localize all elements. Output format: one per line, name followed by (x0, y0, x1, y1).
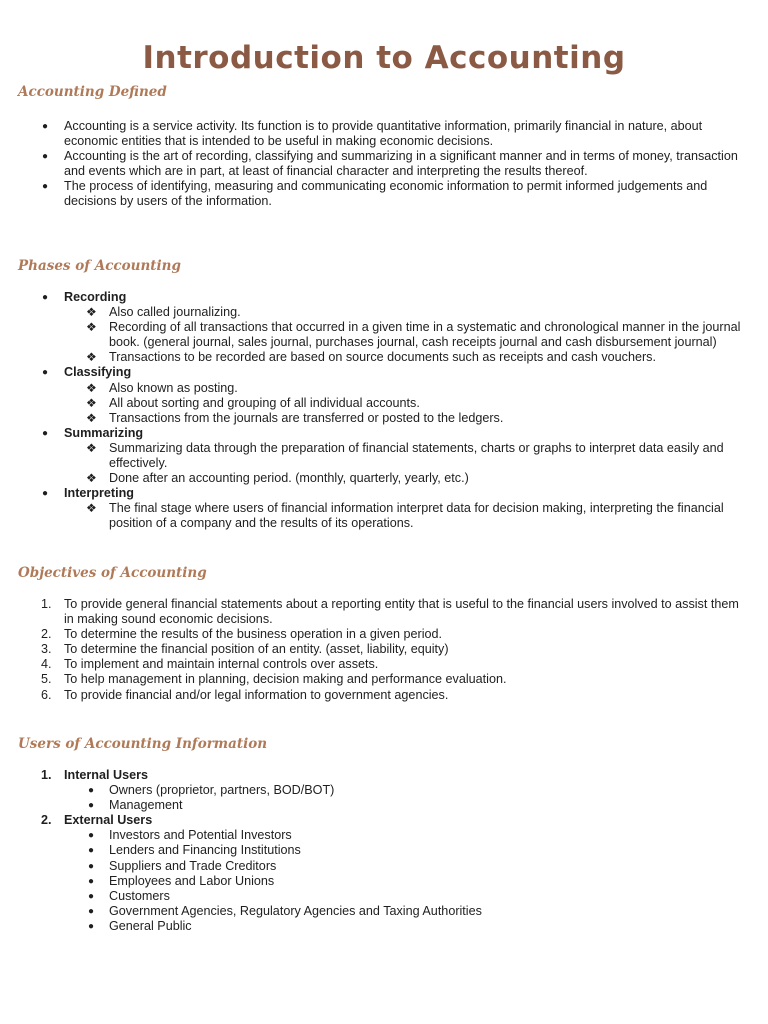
list-item: ❖ Transactions to be recorded are based on source documents such as receipts and cash vouchers. (86, 350, 656, 365)
list-item: ❖ Recording of all transactions that occurred in a given time in a systematic and chronological manner in the journal book. (general journal, sales journal, purchases journal, cash receipts journal and cash disbursement journal) (86, 320, 741, 350)
diamond-bullet-icon: ❖ (86, 380, 97, 395)
list-item: ● Accounting is the art of recording, classifying and summarizing in a significant manner and in terms of money, transaction and events which are in part, at least of financial character and interpreting the results thereof. (42, 149, 738, 179)
bullet-icon: ● (88, 920, 95, 932)
diamond-bullet-icon: ❖ (86, 440, 97, 455)
section-heading-phases-of-accounting: Phases of Accounting (18, 258, 181, 274)
bullet-icon: ● (42, 367, 49, 379)
list-item: 1. To provide general financial statements about a reporting entity that is useful to the financial users involved to assist them in making sound economic decisions. (41, 597, 739, 627)
list-item: 3. To determine the financial position of an entity. (asset, liability, equity) (41, 642, 449, 657)
list-item: 4. To implement and maintain internal controls over assets. (41, 657, 379, 672)
bullet-icon: ● (42, 292, 49, 303)
users-list (0, 768, 768, 934)
list-item: ● Investors and Potential Investors (88, 828, 292, 843)
diamond-bullet-icon: ❖ (86, 395, 97, 410)
bullet-icon: ● (88, 905, 95, 917)
list-item: ❖ The final stage where users of financial information interpret data for decision making, interpreting the financial position of a company and the results of its operations. (86, 501, 724, 531)
phase-interpreting: ● Interpreting (42, 486, 134, 501)
list-item: ● The process of identifying, measuring and communicating economic information to permit informed judgements and decisions by users of the information. (42, 179, 708, 209)
list-item: ❖ Transactions from the journals are transferred or posted to the ledgers. (86, 410, 504, 425)
list-item: ❖ Also called journalizing. (86, 305, 241, 320)
objectives-list (0, 597, 768, 703)
diamond-bullet-icon: ❖ (86, 410, 97, 425)
bullet-icon: ● (88, 860, 95, 872)
list-item: ● Government Agencies, Regulatory Agencies and Taxing Authorities (88, 903, 482, 918)
list-item: ● Customers (88, 888, 170, 903)
diamond-bullet-icon: ❖ (86, 471, 97, 486)
bullet-icon: ● (42, 121, 49, 132)
list-item: ● Employees and Labor Unions (88, 873, 275, 888)
bullet-icon: ● (88, 890, 95, 902)
bullet-icon: ● (88, 830, 95, 842)
bullet-icon: ● (42, 181, 49, 193)
diamond-bullet-icon: ❖ (86, 305, 97, 320)
section-heading-users-of-accounting-information: Users of Accounting Information (18, 736, 268, 752)
user-group-internal: 1. Internal Users (41, 768, 148, 782)
list-item: ● Suppliers and Trade Creditors (88, 858, 277, 873)
bullet-icon: ● (42, 151, 49, 163)
bullet-icon: ● (88, 800, 95, 812)
user-group-external: 2. External Users (41, 813, 153, 828)
diamond-bullet-icon: ❖ (86, 501, 97, 516)
list-item: ● Owners (proprietor, partners, BOD/BOT) (88, 783, 335, 798)
bullet-icon: ● (42, 427, 49, 439)
list-item: ● General Public (88, 918, 192, 933)
list-item: ❖ Summarizing data through the preparation of financial statements, charts or graphs to interpret data easily and effectively. (86, 440, 724, 471)
list-item: ● Lenders and Financing Institutions (88, 843, 301, 858)
bullet-icon: ● (88, 845, 95, 857)
list-item: ❖ Done after an accounting period. (monthly, quarterly, yearly, etc.) (86, 471, 469, 486)
bullet-icon: ● (88, 875, 95, 887)
bullet-icon: ● (42, 488, 49, 500)
bullet-icon: ● (88, 785, 95, 797)
diamond-bullet-icon: ❖ (86, 320, 97, 335)
phase-classifying: ● Classifying (42, 365, 132, 380)
list-item: 5. To help management in planning, decision making and performance evaluation. (41, 672, 507, 687)
list-item: ● Management (88, 798, 183, 813)
phase-summarizing: ● Summarizing (42, 425, 144, 440)
list-item: ● Accounting is a service activity. Its function is to provide quantitative information, primarily financial in nature, about economic entities that is intended to be useful in making economic decisions. (42, 119, 703, 149)
list-item: 2. To determine the results of the business operation in a given period. (41, 627, 443, 642)
list-item: 6. To provide financial and/or legal information to government agencies. (41, 687, 449, 702)
list-item: ❖ Also known as posting. (86, 380, 238, 395)
page-title: Introduction to Accounting (142, 40, 626, 76)
section-heading-accounting-defined: Accounting Defined (18, 84, 167, 100)
section-heading-objectives-of-accounting: Objectives of Accounting (18, 565, 207, 581)
phase-recording: ● Recording (42, 290, 127, 304)
phases-list (0, 290, 768, 532)
list-item: ❖ All about sorting and grouping of all individual accounts. (86, 395, 420, 410)
definitions-list (0, 119, 768, 210)
diamond-bullet-icon: ❖ (86, 350, 97, 365)
